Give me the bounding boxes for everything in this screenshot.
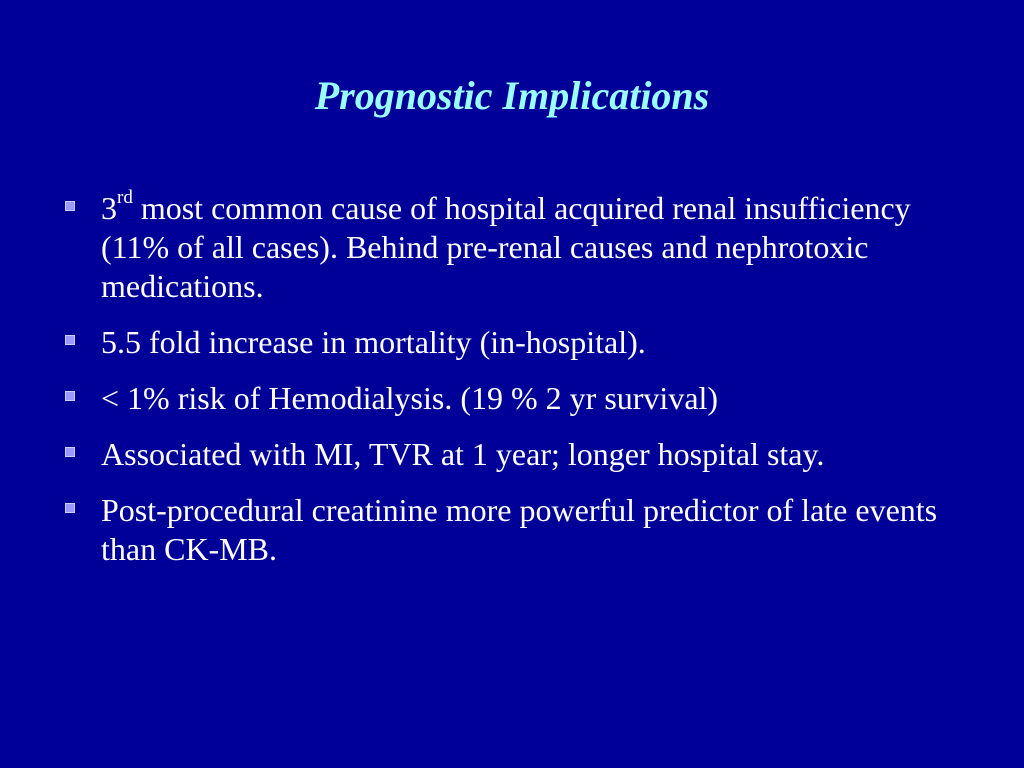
square-bullet-icon (65, 335, 75, 345)
square-bullet-icon (65, 503, 75, 513)
bullet-text: Post-procedural creatinine more powerful predictor of late events than CK-MB. (101, 492, 938, 567)
bullet-ordinal: 3 (101, 190, 117, 226)
bullet-text: 5.5 fold increase in mortality (in-hospital). (101, 324, 646, 360)
bullet-superscript: rd (117, 187, 133, 209)
square-bullet-icon (65, 201, 75, 211)
bullet-item (62, 491, 972, 569)
slide-title: Prognostic Implications (314, 73, 710, 118)
bullet-text: < 1% risk of Hemodialysis. (19 % 2 yr survival) (101, 380, 719, 416)
bullet-item (62, 379, 972, 418)
square-bullet-icon (65, 391, 75, 401)
bullet-text: most common cause of hospital acquired renal insufficiency (11% of all cases). Behind pre-renal causes and nephrotoxic medications. (101, 190, 911, 304)
bullet-item (62, 323, 972, 362)
bullet-item (62, 189, 972, 306)
square-bullet-icon (65, 447, 75, 457)
bullet-item (62, 435, 972, 474)
bullet-list (62, 189, 972, 586)
bullet-text: Associated with MI, TVR at 1 year; longer hospital stay. (101, 436, 825, 472)
